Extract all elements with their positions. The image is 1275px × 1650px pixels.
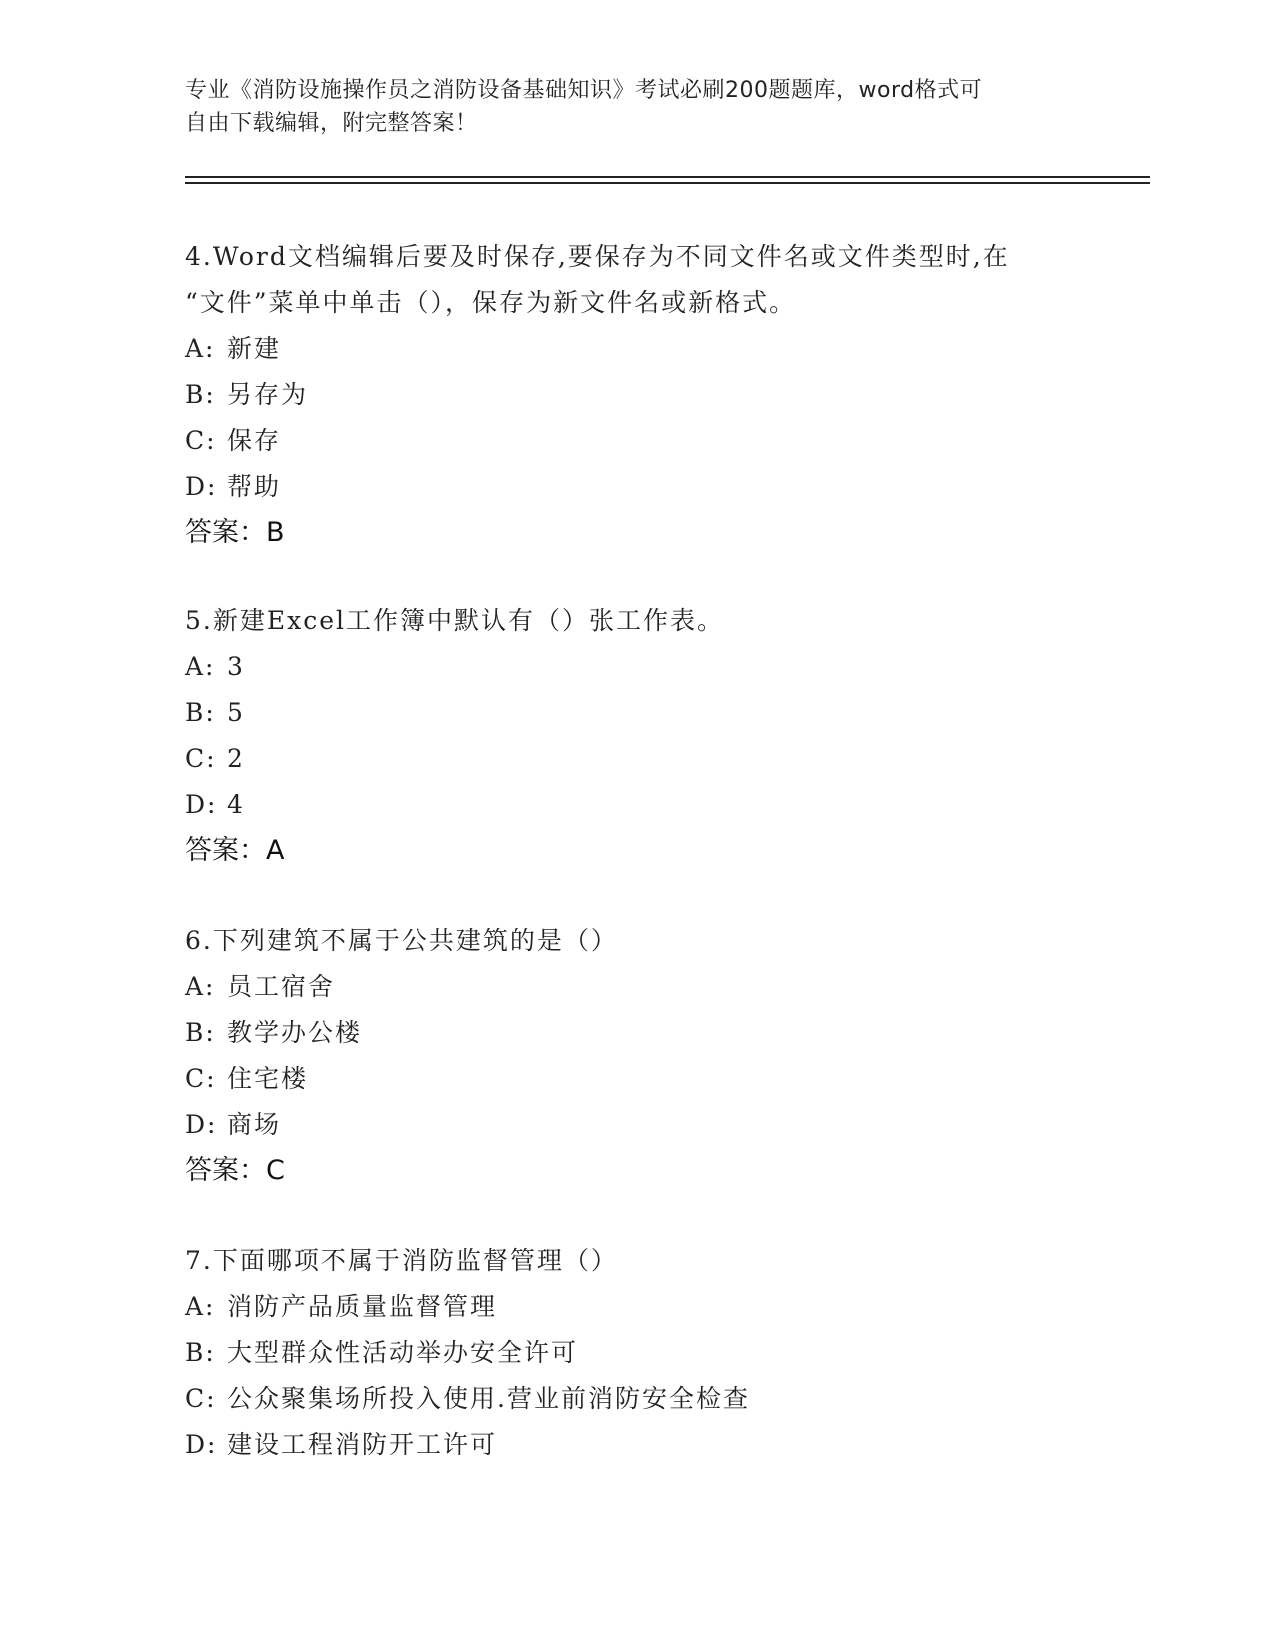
question-6-option-d	[185, 1102, 1085, 1148]
option-key: D:	[185, 1110, 218, 1139]
question-4-answer: 答案：B	[185, 517, 285, 548]
option-text: 保存	[227, 426, 282, 455]
option-key: C:	[185, 1064, 217, 1093]
option-text: 员工宿舍	[227, 972, 336, 1001]
document-header	[185, 74, 1085, 140]
question-7-option-c	[185, 1376, 1085, 1422]
question-4-option-a	[185, 326, 1085, 372]
question-7-option-d	[185, 1422, 1085, 1468]
option-key: C:	[185, 1384, 217, 1413]
question-4	[185, 234, 1085, 556]
option-key: B:	[185, 698, 216, 727]
question-5-option-d	[185, 782, 1085, 828]
question-5-option-b	[185, 690, 1085, 736]
option-text: 另存为	[227, 380, 309, 409]
question-5-text: 5.新建Excel工作簿中默认有（）张工作表。	[185, 606, 724, 635]
option-text: 4	[227, 790, 245, 819]
option-key: A:	[185, 652, 216, 681]
header-divider-top	[185, 176, 1150, 178]
header-divider-bottom	[185, 182, 1150, 184]
option-text: 教学办公楼	[227, 1018, 363, 1047]
question-5-answer: 答案：A	[185, 835, 285, 866]
option-text: 帮助	[227, 472, 282, 501]
option-key: D:	[185, 472, 218, 501]
option-key: B:	[185, 380, 216, 409]
option-key: B:	[185, 1018, 216, 1047]
option-key: A:	[185, 972, 216, 1001]
header-line-2: 自由下载编辑，附完整答案！	[185, 111, 478, 136]
question-7	[185, 1238, 1085, 1468]
question-6-answer: 答案：C	[185, 1155, 285, 1186]
question-4-text-line-2: “文件”菜单中单击（），保存为新文件名或新格式。	[185, 288, 797, 317]
option-text: 商场	[227, 1110, 282, 1139]
question-5-option-a	[185, 644, 1085, 690]
option-key: C:	[185, 744, 217, 773]
option-text: 住宅楼	[227, 1064, 309, 1093]
option-key: D:	[185, 1430, 218, 1459]
option-text: 大型群众性活动举办安全许可	[227, 1338, 579, 1367]
question-6	[185, 918, 1085, 1194]
option-text: 2	[227, 744, 245, 773]
option-key: A:	[185, 334, 216, 363]
question-4-option-d	[185, 464, 1085, 510]
option-key: B:	[185, 1338, 216, 1367]
option-key: A:	[185, 1292, 216, 1321]
question-6-option-c	[185, 1056, 1085, 1102]
option-text: 公众聚集场所投入使用.营业前消防安全检查	[227, 1384, 750, 1413]
question-7-text: 7.下面哪项不属于消防监督管理（）	[185, 1246, 618, 1275]
option-key: D:	[185, 790, 218, 819]
header-line-1: 专业《消防设施操作员之消防设备基础知识》考试必刷200题题库，word格式可	[185, 78, 983, 103]
option-text: 新建	[227, 334, 282, 363]
question-5	[185, 598, 1085, 874]
question-6-option-a	[185, 964, 1085, 1010]
question-5-option-c	[185, 736, 1085, 782]
question-7-option-a	[185, 1284, 1085, 1330]
question-6-text: 6.下列建筑不属于公共建筑的是（）	[185, 926, 618, 955]
question-4-option-c	[185, 418, 1085, 464]
option-text: 5	[227, 698, 245, 727]
question-7-option-b	[185, 1330, 1085, 1376]
question-6-option-b	[185, 1010, 1085, 1056]
question-4-text-line-1: 4.Word文档编辑后要及时保存,要保存为不同文件名或文件类型时,在	[185, 242, 1010, 271]
option-text: 消防产品质量监督管理	[227, 1292, 498, 1321]
option-text: 3	[227, 652, 245, 681]
question-4-option-b	[185, 372, 1085, 418]
option-text: 建设工程消防开工许可	[227, 1430, 498, 1459]
option-key: C:	[185, 426, 217, 455]
